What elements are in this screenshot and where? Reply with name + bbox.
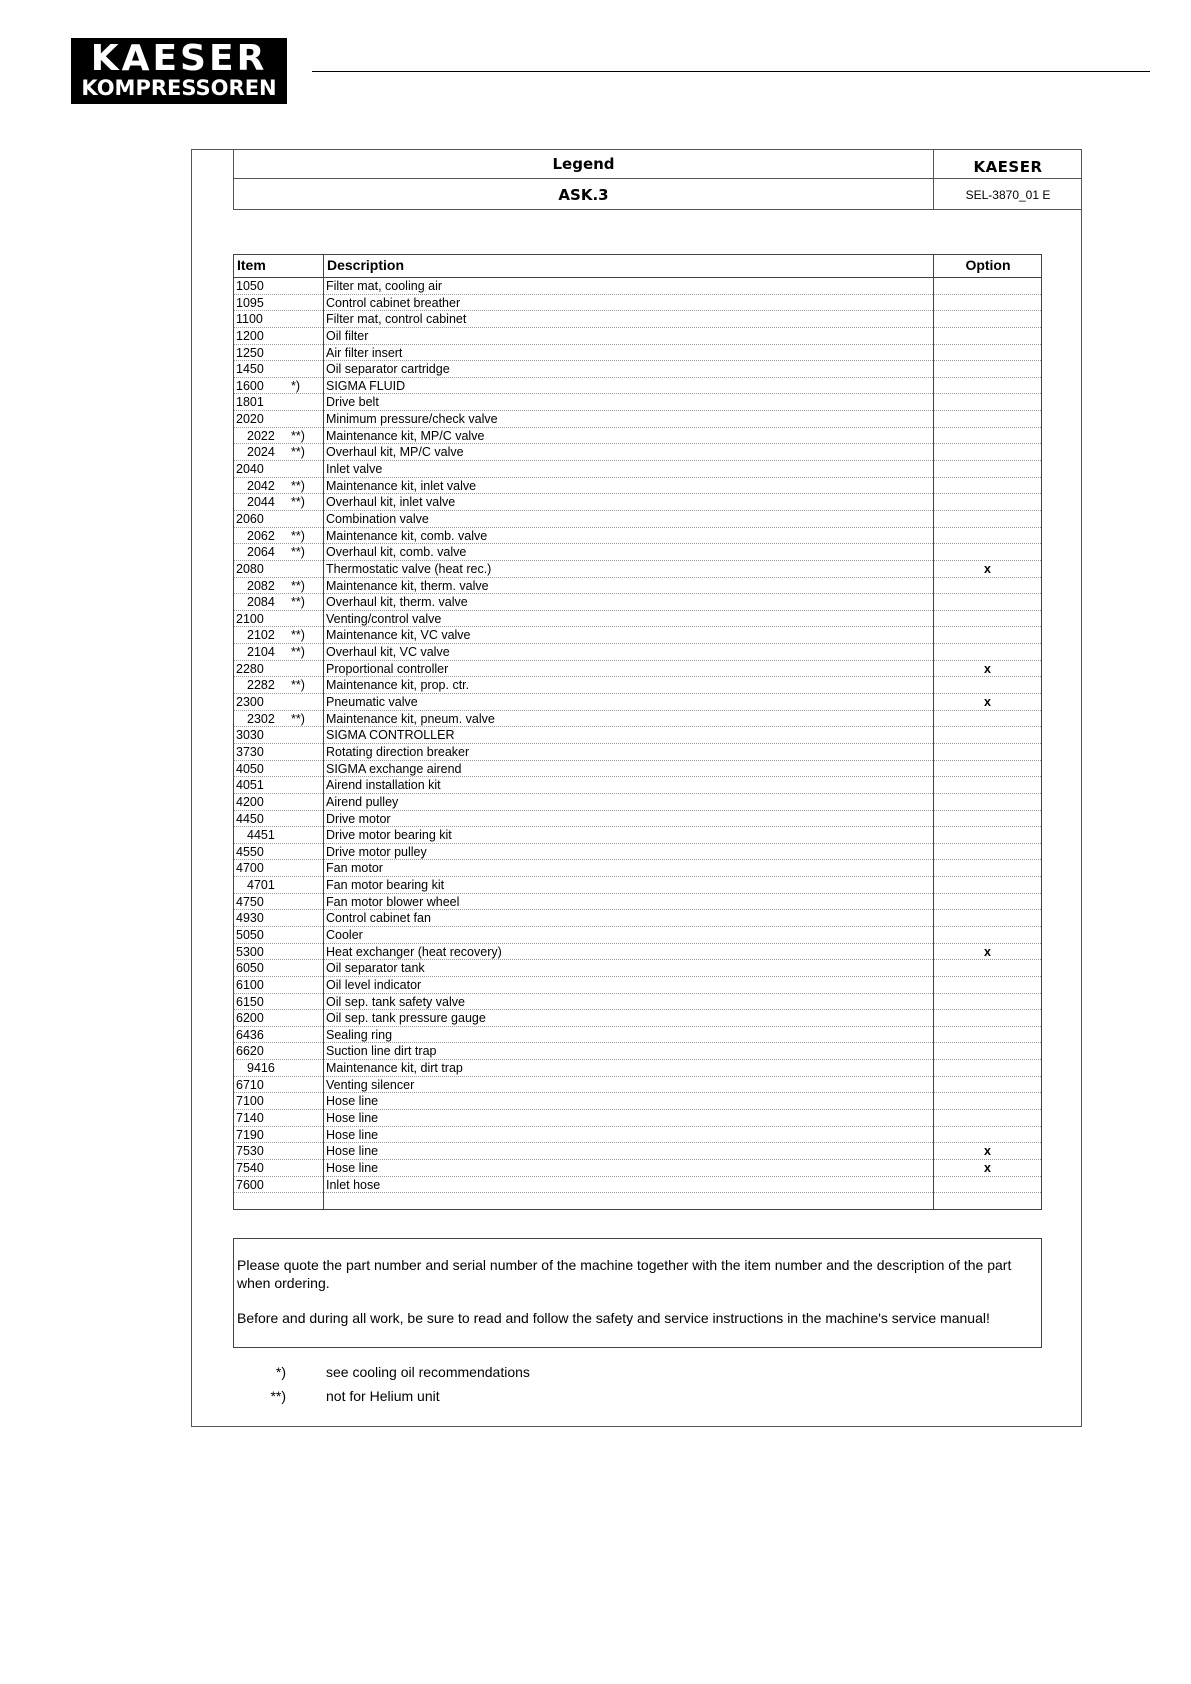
table-row <box>234 811 1041 828</box>
item-description: Airend installation kit <box>326 778 441 793</box>
item-number: 1450 <box>236 362 264 377</box>
model-name: ASK.3 <box>558 186 609 204</box>
item-description: Oil separator tank <box>326 961 425 976</box>
item-number: 7100 <box>236 1094 264 1109</box>
item-number: 1050 <box>236 279 264 293</box>
parts-table <box>233 254 1042 1210</box>
item-description: Drive motor pulley <box>326 844 427 859</box>
table-row <box>234 578 1041 595</box>
item-number: 4700 <box>236 861 264 876</box>
table-row <box>234 977 1041 994</box>
table-row <box>234 877 1041 894</box>
option-mark: x <box>984 1144 991 1159</box>
item-description: Air filter insert <box>326 345 403 360</box>
footnote-marker: **) <box>291 545 305 560</box>
item-description: Sealing ring <box>326 1027 393 1042</box>
table-row <box>234 860 1041 877</box>
table-row <box>234 561 1041 578</box>
table-row <box>234 761 1041 778</box>
item-number: 2082 <box>247 578 275 593</box>
item-description: Maintenance kit, prop. ctr. <box>326 678 470 693</box>
item-description: Overhaul kit, comb. valve <box>326 545 467 560</box>
table-row <box>234 1160 1041 1177</box>
logo-line-1: KAESER <box>90 38 268 79</box>
footnote-text: see cooling oil recommendations <box>326 1364 530 1380</box>
item-number: 2104 <box>247 645 275 660</box>
table-body <box>234 278 1041 1193</box>
item-number: 6200 <box>236 1011 264 1026</box>
table-row <box>234 1010 1041 1027</box>
item-description: SIGMA CONTROLLER <box>326 728 455 743</box>
table-row <box>234 1027 1041 1044</box>
table-row <box>234 478 1041 495</box>
table-row <box>234 311 1041 328</box>
item-description: Overhaul kit, therm. valve <box>326 595 468 610</box>
item-number: 2042 <box>247 478 275 493</box>
table-row <box>234 844 1041 861</box>
table-row <box>234 894 1041 911</box>
item-number: 6050 <box>236 961 264 976</box>
item-description: SIGMA FLUID <box>326 378 406 393</box>
item-description: Oil sep. tank safety valve <box>326 994 465 1009</box>
item-number: 7600 <box>236 1177 264 1192</box>
item-number: 2300 <box>236 695 264 710</box>
item-number: 4701 <box>247 878 275 893</box>
table-row <box>234 644 1041 661</box>
item-description: Drive motor bearing kit <box>326 828 452 843</box>
item-number: 2020 <box>236 412 264 427</box>
footnote-marker: **) <box>291 711 305 726</box>
item-description: Proportional controller <box>326 661 449 676</box>
item-number: 1100 <box>236 312 263 327</box>
item-number: 2064 <box>247 545 275 560</box>
table-row <box>234 594 1041 611</box>
table-row <box>234 1077 1041 1094</box>
table-row <box>234 777 1041 794</box>
item-number: 2024 <box>247 445 275 460</box>
item-number: 1200 <box>236 328 264 343</box>
table-row <box>234 994 1041 1011</box>
column-header-description: Description <box>327 257 405 273</box>
document-title: Legend <box>552 155 615 173</box>
item-number: 7540 <box>236 1160 264 1175</box>
footnote-marker: **) <box>291 678 305 693</box>
footnote-marker: *) <box>291 378 301 393</box>
table-row <box>234 1127 1041 1144</box>
item-number: 2060 <box>236 511 264 526</box>
item-number: 1801 <box>236 395 264 410</box>
notice-ordering-text: Please quote the part number and serial number of the machine together with the item number and the description of the part when ordering. <box>237 1257 1012 1291</box>
item-description: Pneumatic valve <box>326 695 418 710</box>
item-description: Hose line <box>326 1144 379 1159</box>
table-row <box>234 1093 1041 1110</box>
table-row <box>234 627 1041 644</box>
item-number: 1250 <box>236 345 264 360</box>
item-description: Control cabinet fan <box>326 911 431 926</box>
table-row <box>234 1177 1041 1194</box>
item-number: 2044 <box>247 495 275 510</box>
table-row <box>234 727 1041 744</box>
item-number: 3730 <box>236 744 264 759</box>
item-number: 4200 <box>236 794 264 809</box>
notice-safety-text: Before and during all work, be sure to read and follow the safety and service instructions in the machine's service manual! <box>237 1310 990 1326</box>
item-number: 4450 <box>236 811 264 826</box>
kaeser-logo <box>71 38 287 104</box>
footnote-marker: **) <box>291 528 305 543</box>
item-description: Venting/control valve <box>326 611 442 626</box>
footnote-marker: **) <box>291 645 305 660</box>
table-row <box>234 910 1041 927</box>
option-mark: x <box>984 944 991 959</box>
item-number: 2282 <box>247 678 275 693</box>
item-description: Heat exchanger (heat recovery) <box>326 944 502 959</box>
item-number: 4451 <box>247 828 275 843</box>
table-row <box>234 278 1041 295</box>
item-description: Hose line <box>326 1160 379 1175</box>
table-row <box>234 744 1041 761</box>
table-row <box>234 544 1041 561</box>
item-number: 4550 <box>236 844 264 859</box>
table-row <box>234 394 1041 411</box>
item-number: 4750 <box>236 894 264 909</box>
table-row <box>234 295 1041 312</box>
item-description: Filter mat, cooling air <box>326 279 443 293</box>
item-number: 6436 <box>236 1027 264 1042</box>
item-description: Drive belt <box>326 395 379 410</box>
item-description: Maintenance kit, inlet valve <box>326 478 477 493</box>
item-description: Overhaul kit, inlet valve <box>326 495 456 510</box>
table-row <box>234 411 1041 428</box>
table-row <box>234 511 1041 528</box>
item-number: 1095 <box>236 295 264 310</box>
item-number: 6710 <box>236 1077 264 1092</box>
option-mark: x <box>984 561 991 576</box>
brand-name: KAESER <box>973 158 1043 176</box>
item-number: 7140 <box>236 1111 264 1126</box>
footnote-marker: **) <box>291 445 305 460</box>
table-row <box>234 345 1041 362</box>
item-number: 5050 <box>236 927 264 942</box>
item-description: Oil sep. tank pressure gauge <box>326 1011 486 1026</box>
item-description: Airend pulley <box>326 794 399 809</box>
item-description: Maintenance kit, pneum. valve <box>326 711 495 726</box>
item-description: Drive motor <box>326 811 391 826</box>
header-table <box>233 149 1082 210</box>
table-row <box>234 944 1041 961</box>
option-mark: x <box>984 1160 991 1175</box>
item-description: Filter mat, control cabinet <box>326 312 467 327</box>
item-description: Fan motor blower wheel <box>326 894 460 909</box>
column-header-option: Option <box>965 257 1011 273</box>
item-description: Minimum pressure/check valve <box>326 412 498 427</box>
item-number: 4930 <box>236 911 264 926</box>
item-number: 4051 <box>236 778 264 793</box>
item-description: Maintenance kit, dirt trap <box>326 1061 463 1076</box>
item-description: Overhaul kit, MP/C valve <box>326 445 464 460</box>
item-description: SIGMA exchange airend <box>326 761 462 776</box>
item-description: Fan motor bearing kit <box>326 878 445 893</box>
header-rule <box>312 71 1150 72</box>
footnote-mark: *) <box>275 1364 286 1380</box>
item-description: Oil separator cartridge <box>326 362 450 377</box>
table-row <box>234 461 1041 478</box>
table-row <box>234 361 1041 378</box>
item-number: 6150 <box>236 994 264 1009</box>
table-row <box>234 661 1041 678</box>
item-description: Hose line <box>326 1111 379 1126</box>
item-description: Control cabinet breather <box>326 295 461 310</box>
item-number: 4050 <box>236 761 264 776</box>
logo-line-2: KOMPRESSOREN <box>81 76 277 100</box>
item-number: 2302 <box>247 711 275 726</box>
table-row <box>234 494 1041 511</box>
footnote-marker: **) <box>291 628 305 643</box>
item-number: 7530 <box>236 1144 264 1159</box>
table-row <box>234 444 1041 461</box>
table-row <box>234 1143 1041 1160</box>
item-number: 1600 <box>236 378 264 393</box>
table-row <box>234 611 1041 628</box>
option-mark: x <box>984 661 991 676</box>
item-number: 5300 <box>236 944 264 959</box>
item-number: 2080 <box>236 561 264 576</box>
item-description: Inlet valve <box>326 462 383 477</box>
item-description: Inlet hose <box>326 1177 381 1192</box>
item-number: 2280 <box>236 661 264 676</box>
item-number: 7190 <box>236 1127 264 1142</box>
item-number: 9416 <box>247 1061 275 1076</box>
document-number: SEL-3870_01 E <box>965 188 1051 202</box>
item-description: Maintenance kit, therm. valve <box>326 578 489 593</box>
table-row <box>234 1060 1041 1077</box>
table-row <box>234 827 1041 844</box>
footnote-text: not for Helium unit <box>326 1388 440 1404</box>
table-row <box>234 378 1041 395</box>
item-description: Fan motor <box>326 861 383 876</box>
item-number: 6100 <box>236 977 264 992</box>
item-description: Maintenance kit, MP/C valve <box>326 428 485 443</box>
item-description: Combination valve <box>326 511 429 526</box>
item-description: Oil filter <box>326 328 369 343</box>
item-number: 6620 <box>236 1044 264 1059</box>
item-description: Suction line dirt trap <box>326 1044 437 1059</box>
table-row <box>234 927 1041 944</box>
footnote-marker: **) <box>291 578 305 593</box>
item-description: Maintenance kit, VC valve <box>326 628 471 643</box>
item-description: Cooler <box>326 927 363 942</box>
table-row <box>234 428 1041 445</box>
item-description: Oil level indicator <box>326 977 422 992</box>
item-number: 2040 <box>236 462 264 477</box>
table-row <box>234 1110 1041 1127</box>
table-row <box>234 711 1041 728</box>
item-number: 2100 <box>236 611 264 626</box>
footnote-marker: **) <box>291 595 305 610</box>
footnote-marker: **) <box>291 478 305 493</box>
footnote-mark: **) <box>270 1388 286 1404</box>
table-row <box>234 694 1041 711</box>
item-number: 2084 <box>247 595 275 610</box>
column-header-item: Item <box>237 257 266 273</box>
item-number: 2022 <box>247 428 275 443</box>
item-description: Venting silencer <box>326 1077 415 1092</box>
table-row <box>234 1043 1041 1060</box>
item-description: Thermostatic valve (heat rec.) <box>326 561 492 576</box>
item-description: Hose line <box>326 1127 379 1142</box>
item-number: 2062 <box>247 528 275 543</box>
item-description: Hose line <box>326 1094 379 1109</box>
footnote-marker: **) <box>291 428 305 443</box>
item-description: Rotating direction breaker <box>326 744 470 759</box>
table-row <box>234 328 1041 345</box>
item-description: Overhaul kit, VC valve <box>326 645 450 660</box>
ordering-notice <box>233 1238 1042 1348</box>
table-row <box>234 677 1041 694</box>
table-row <box>234 528 1041 545</box>
footnote-marker: **) <box>291 495 305 510</box>
option-mark: x <box>984 695 991 710</box>
item-description: Maintenance kit, comb. valve <box>326 528 488 543</box>
item-number: 3030 <box>236 728 264 743</box>
item-number: 2102 <box>247 628 275 643</box>
table-row <box>234 794 1041 811</box>
table-row <box>234 960 1041 977</box>
